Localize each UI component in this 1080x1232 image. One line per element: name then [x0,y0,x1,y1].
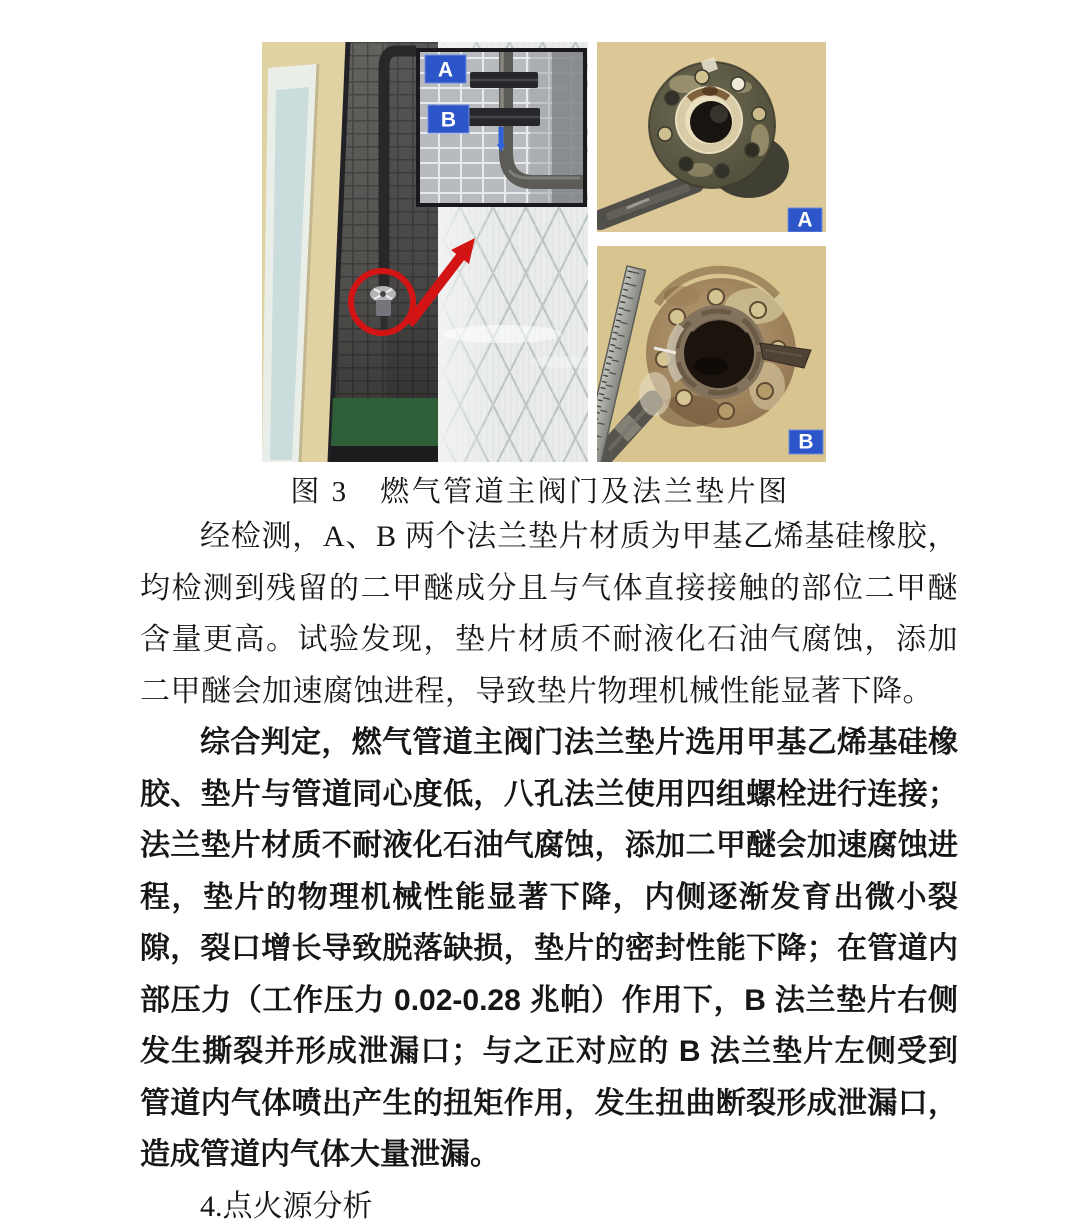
paragraph-test-results: 经检测，A、B 两个法兰垫片材质为甲基乙烯基硅橡胶，均检测到残留的二甲醚成分且与气体直接接触的部位二甲醚含量更高。试验发现，垫片材质不耐液化石油气腐蚀，添加二甲醚会加速腐蚀进程，导致垫片物理机械性能显著下降。 [140,511,958,717]
gasket-b-photo [597,246,826,462]
green-skirting [330,398,438,462]
gasket-a-photo [597,42,826,232]
bore-opening [690,101,732,143]
inset-photo [418,50,585,205]
figure-caption: 图 3 燃气管道主阀门及法兰垫片图 [0,469,1080,510]
body-text [140,511,958,1232]
section-heading-ignition-source: 4.点火源分析 [140,1181,958,1232]
scene-photo [262,42,588,462]
paragraph-conclusion: 综合判定，燃气管道主阀门法兰垫片选用甲基乙烯基硅橡胶、垫片与管道同心度低，八孔法兰使用四组螺栓进行连接；法兰垫片材质不耐液化石油气腐蚀，添加二甲醚会加速腐蚀进程，垫片的物理机械性能显著下降，内侧逐渐发育出微小裂隙，裂口增长导致脱落缺损，垫片的密封性能下降；在管道内部压力（工作压力 0.02-0.28 兆帕）作用下，B 法兰垫片右侧发生撕裂并形成泄漏口；与之正对应的 B 法兰垫片左侧受到管道内气体喷出产生的扭矩作用，发生扭曲断裂形成泄漏口，造成管道内气体大量泄漏。 [140,717,958,1181]
photo-a-label [788,208,822,232]
inset-label-b [428,105,469,133]
photo-b-label [789,430,823,454]
flange-a [470,72,538,88]
inset-label-a-text: A [438,59,453,82]
photo-a-label-text: A [797,209,812,232]
inset-label-a [425,55,466,83]
inset-label-b-text: B [441,109,456,132]
photo-b-label-text: B [798,431,813,454]
flange-b [468,108,540,126]
figure-3 [262,42,826,462]
gasket-photos-column [597,42,826,462]
